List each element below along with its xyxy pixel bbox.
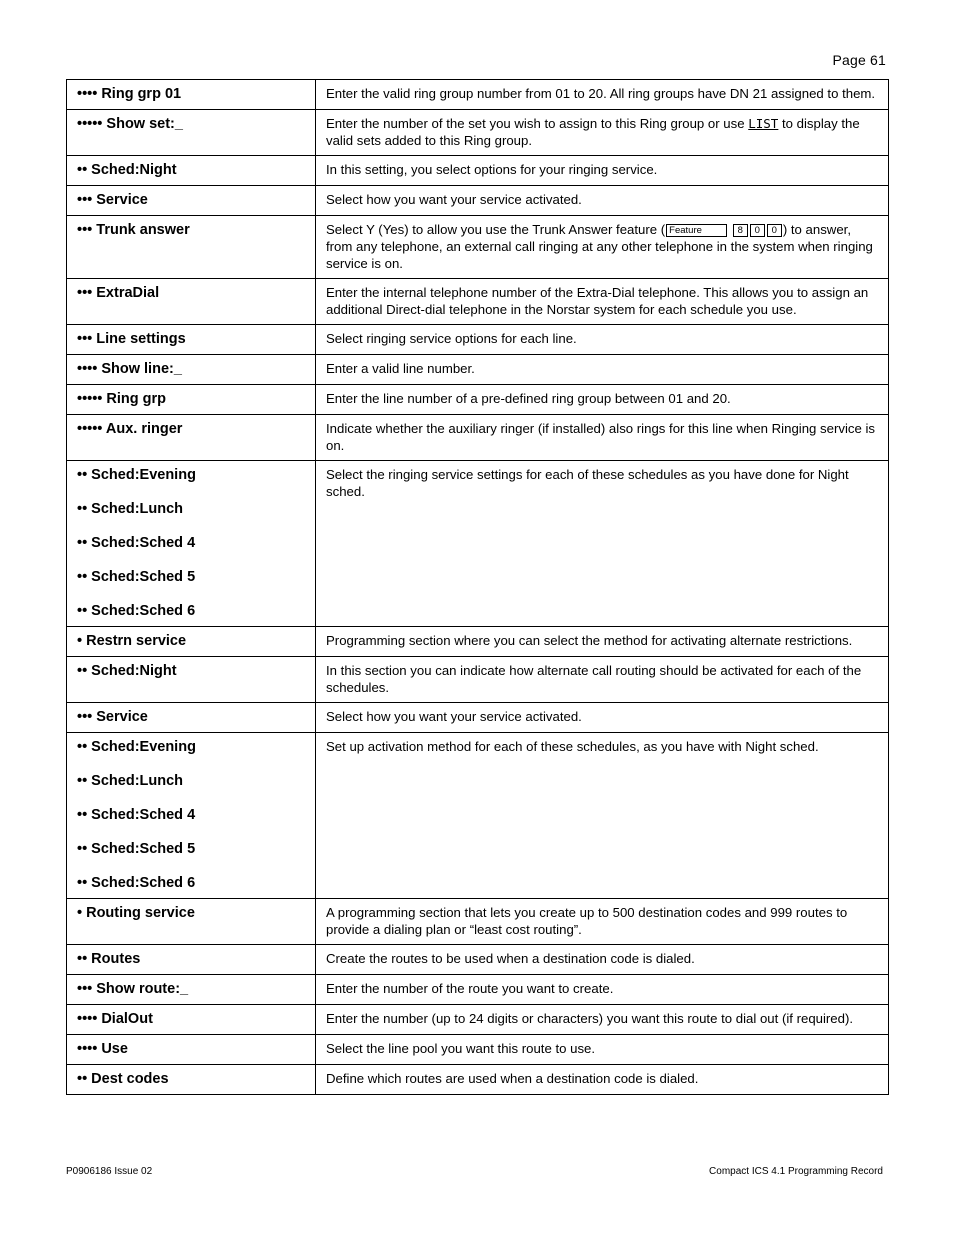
setting-label: ••• ExtraDial	[77, 285, 160, 301]
setting-label: •• Sched:Sched 6	[77, 875, 196, 891]
setting-label-cell	[67, 385, 316, 415]
table-row	[67, 110, 889, 156]
setting-label: •• Sched:Lunch	[77, 773, 184, 789]
setting-label-cell	[67, 899, 316, 945]
programming-table-body	[67, 80, 889, 1095]
dial-key-icon: 0	[750, 224, 765, 237]
setting-label-cell	[67, 80, 316, 110]
table-row	[67, 733, 889, 899]
setting-label-cell	[67, 1035, 316, 1065]
setting-label-cell	[67, 945, 316, 975]
table-row	[67, 899, 889, 945]
table-row	[67, 415, 889, 461]
setting-label-cell	[67, 186, 316, 216]
footer-document-id: P0906186 Issue 02	[66, 1166, 153, 1177]
description-text: Enter the number of the set you wish to assign to this Ring group or use	[326, 116, 749, 131]
setting-description: Select ringing service options for each line.	[316, 325, 889, 355]
setting-label: •••• DialOut	[77, 1011, 153, 1027]
dial-key-icon: 8	[733, 224, 748, 237]
setting-label: ••••• Show set:_	[77, 116, 183, 132]
setting-description: Enter the number of the route you want to create.	[316, 975, 889, 1005]
setting-label-cell	[67, 733, 316, 899]
setting-label: •• Sched:Night	[77, 162, 177, 178]
programming-table	[66, 79, 889, 1095]
setting-description: Enter the valid ring group number from 01 to 20. All ring groups have DN 21 assigned to them.	[316, 80, 889, 110]
setting-label: •••• Use	[77, 1041, 128, 1057]
table-row	[67, 657, 889, 703]
setting-label: ••• Trunk answer	[77, 222, 190, 238]
table-row	[67, 627, 889, 657]
setting-description: Enter a valid line number.	[316, 355, 889, 385]
setting-description: Create the routes to be used when a destination code is dialed.	[316, 945, 889, 975]
table-row	[67, 325, 889, 355]
setting-label: •• Sched:Sched 6	[77, 603, 196, 619]
setting-description: Select how you want your service activated.	[316, 186, 889, 216]
setting-description: Select how you want your service activated.	[316, 703, 889, 733]
table-row	[67, 80, 889, 110]
setting-description: In this section you can indicate how alternate call routing should be activated for each of the schedules.	[316, 657, 889, 703]
footer-document-title: Compact ICS 4.1 Programming Record	[709, 1166, 883, 1177]
setting-label: •• Sched:Lunch	[77, 501, 184, 517]
setting-description	[316, 110, 889, 156]
setting-description: A programming section that lets you create up to 500 destination codes and 999 routes to provide a dialing plan or “least cost routing”.	[316, 899, 889, 945]
setting-label-cell	[67, 279, 316, 325]
table-row	[67, 216, 889, 279]
description-text: Select Y (Yes) to allow you use the Trunk Answer feature (	[326, 222, 666, 237]
setting-description: Enter the number (up to 24 digits or characters) you want this route to dial out (if required).	[316, 1005, 889, 1035]
setting-label-cell	[67, 657, 316, 703]
setting-label: •• Sched:Sched 4	[77, 807, 196, 823]
setting-description: Select the line pool you want this route to use.	[316, 1035, 889, 1065]
setting-label: •• Sched:Evening	[77, 739, 196, 755]
table-row	[67, 461, 889, 627]
setting-label-cell	[67, 461, 316, 627]
setting-label: •••• Show line:_	[77, 361, 182, 377]
setting-label: •• Sched:Sched 5	[77, 569, 196, 585]
table-row	[67, 1065, 889, 1095]
setting-label: •• Sched:Sched 5	[77, 841, 196, 857]
setting-label: ••• Service	[77, 709, 148, 725]
table-row	[67, 975, 889, 1005]
setting-label-cell	[67, 415, 316, 461]
description-text: to display the valid sets added to this Ring group.	[326, 116, 860, 148]
setting-label-cell	[67, 110, 316, 156]
setting-label-cell	[67, 156, 316, 186]
table-row	[67, 945, 889, 975]
setting-label-cell	[67, 355, 316, 385]
setting-label: •• Sched:Sched 4	[77, 535, 196, 551]
setting-description: Indicate whether the auxiliary ringer (if installed) also rings for this line when Ringing service is on.	[316, 415, 889, 461]
setting-label: •• Sched:Evening	[77, 467, 196, 483]
setting-label: •• Dest codes	[77, 1071, 169, 1087]
setting-description: Enter the internal telephone number of the Extra-Dial telephone. This allows you to assign an additional Direct-dial telephone in the Norstar system for each schedule you use.	[316, 279, 889, 325]
table-row	[67, 703, 889, 733]
setting-label-cell	[67, 627, 316, 657]
description-text: ) to answer, from any telephone, an external call ringing at any other telephone in the system when ringing service is on.	[326, 222, 873, 271]
page-number: Page 61	[832, 52, 886, 68]
setting-label: • Routing service	[77, 905, 195, 921]
setting-description: Select the ringing service settings for each of these schedules as you have done for Night sched.	[316, 461, 889, 627]
table-row	[67, 355, 889, 385]
setting-label: ••••• Ring grp	[77, 391, 167, 407]
setting-label-cell	[67, 1065, 316, 1095]
setting-label: •• Routes	[77, 951, 141, 967]
setting-label: ••• Service	[77, 192, 148, 208]
lcd-list-text: LIST	[748, 116, 779, 131]
setting-label: •••• Ring grp 01	[77, 86, 182, 102]
setting-description: Enter the line number of a pre-defined ring group between 01 and 20.	[316, 385, 889, 415]
table-row	[67, 1035, 889, 1065]
setting-label-cell	[67, 1005, 316, 1035]
setting-description	[316, 216, 889, 279]
table-row	[67, 156, 889, 186]
table-row	[67, 279, 889, 325]
table-row	[67, 1005, 889, 1035]
setting-label: ••• Line settings	[77, 331, 186, 347]
setting-description: Programming section where you can select the method for activating alternate restrictions.	[316, 627, 889, 657]
setting-label: • Restrn service	[77, 633, 187, 649]
feature-key-icon: Feature	[666, 224, 727, 237]
setting-description: Define which routes are used when a destination code is dialed.	[316, 1065, 889, 1095]
setting-description: In this setting, you select options for your ringing service.	[316, 156, 889, 186]
setting-label: ••••• Aux. ringer	[77, 421, 183, 437]
setting-label-cell	[67, 703, 316, 733]
setting-label-cell	[67, 325, 316, 355]
dial-key-icon: 0	[767, 224, 782, 237]
table-row	[67, 186, 889, 216]
setting-label: ••• Show route:_	[77, 981, 189, 997]
setting-label: •• Sched:Night	[77, 663, 177, 679]
table-row	[67, 385, 889, 415]
setting-label-cell	[67, 216, 316, 279]
setting-description: Set up activation method for each of these schedules, as you have with Night sched.	[316, 733, 889, 899]
setting-label-cell	[67, 975, 316, 1005]
